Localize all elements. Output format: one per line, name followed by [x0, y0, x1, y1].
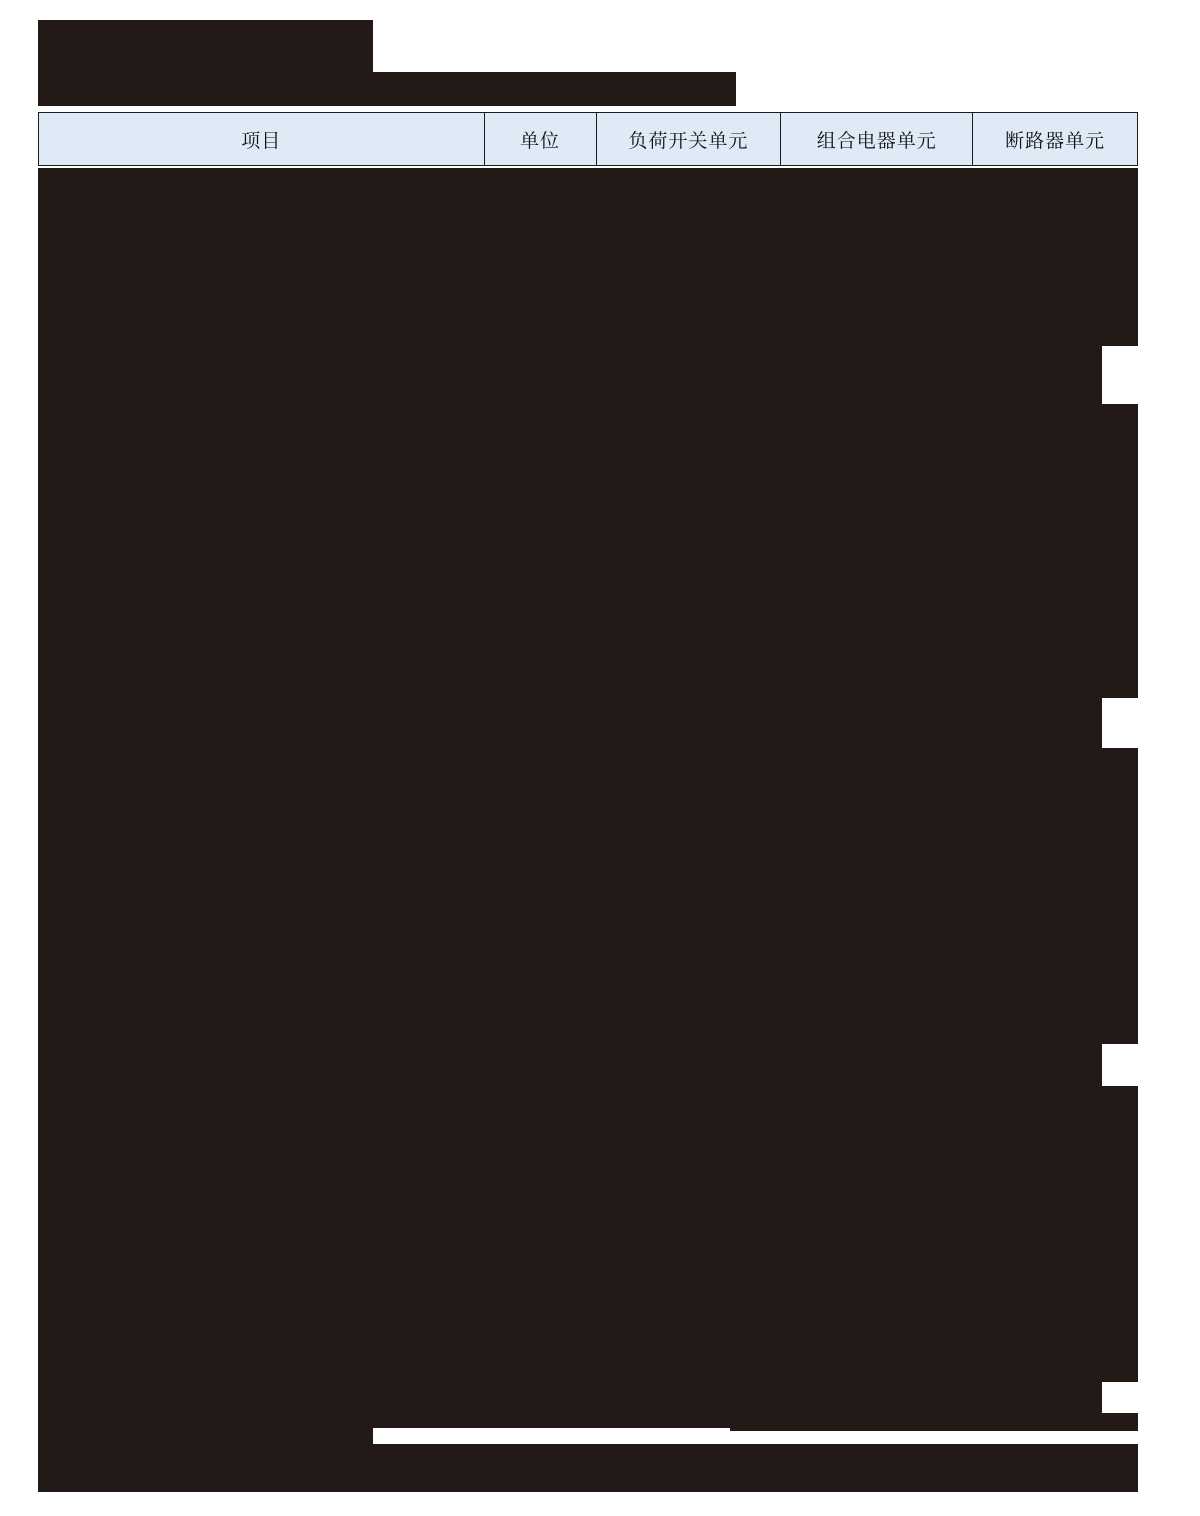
- redacted-block-footer-3: [38, 1444, 1138, 1492]
- redacted-block-footer-2: [730, 1413, 1138, 1431]
- table-header-cell-circuit-breaker-unit: 断路器单元: [1005, 130, 1106, 152]
- redacted-block-top-title-2: [38, 72, 736, 106]
- table-header-cell-load-switch-unit: 负荷开关单元: [597, 113, 782, 165]
- table-header-cell-item: 项目: [39, 113, 485, 165]
- redacted-block-body-2: [38, 346, 1102, 404]
- table-header-cell-unit: 单位: [485, 113, 597, 165]
- redacted-block-body-4: [38, 698, 1102, 748]
- table-header-row: [38, 112, 1138, 166]
- redacted-block-body-1: [38, 168, 1138, 346]
- redacted-block-top-title-1: [38, 20, 373, 72]
- table-header-cell-combined-apparatus-unit: 组合电器单元: [781, 113, 973, 165]
- redacted-block-body-6: [38, 1044, 1102, 1086]
- redacted-block-body-5: [38, 748, 1138, 1044]
- redacted-block-body-3: [38, 404, 1138, 698]
- redacted-block-footer-1: [38, 1428, 373, 1444]
- redacted-block-body-7: [38, 1086, 1138, 1382]
